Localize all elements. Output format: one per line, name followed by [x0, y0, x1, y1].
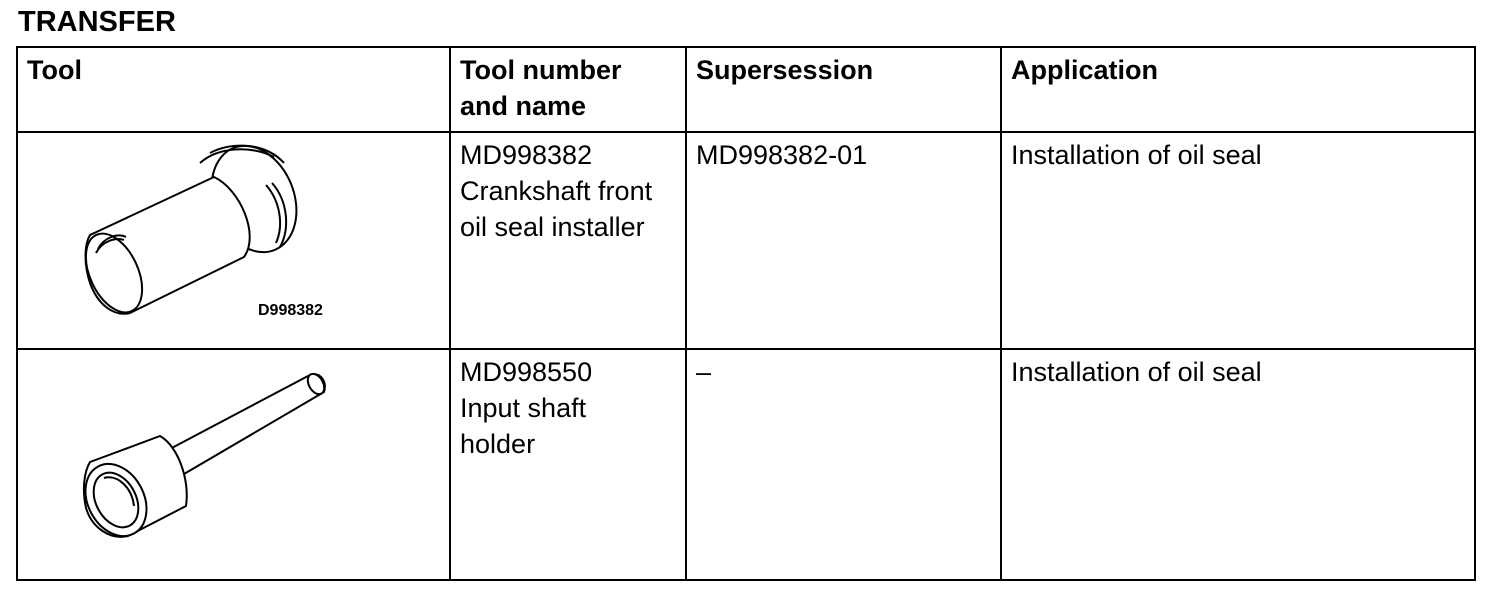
- crankshaft-oil-seal-installer-drawing: [18, 133, 449, 348]
- tool-illustration-cell: [17, 349, 450, 580]
- application-cell: Installation of oil seal: [1001, 132, 1475, 349]
- tool-name-line-2: holder: [460, 429, 536, 459]
- tool-number-and-name-cell: [450, 132, 686, 349]
- table-header-row: [17, 47, 1475, 132]
- header-supersession: Supersession: [686, 47, 1001, 132]
- header-tool: Tool: [17, 47, 450, 132]
- tool-name-line-2: oil seal installer: [460, 212, 645, 242]
- special-tools-table: [16, 46, 1476, 581]
- header-tool-number-and-name: [450, 47, 686, 132]
- table-row: [17, 132, 1475, 349]
- table-row: [17, 349, 1475, 580]
- tool-number: MD998550: [460, 357, 593, 387]
- application-cell: Installation of oil seal: [1001, 349, 1475, 580]
- tool-name-line-1: Input shaft: [460, 393, 587, 423]
- section-title: TRANSFER: [18, 6, 176, 38]
- tool-illustration-cell: [17, 132, 450, 349]
- header-tool-number-line-1: Tool number: [460, 55, 622, 85]
- tool-name-line-1: Crankshaft front: [460, 176, 653, 206]
- illustration-code-label: D998382: [258, 302, 323, 319]
- tool-number-and-name-cell: [450, 349, 686, 580]
- header-application: Application: [1001, 47, 1475, 132]
- input-shaft-holder-drawing: [18, 350, 449, 579]
- supersession-cell: MD998382-01: [686, 132, 1001, 349]
- tool-number: MD998382: [460, 140, 593, 170]
- header-tool-number-line-2: and name: [460, 91, 587, 121]
- supersession-cell: –: [686, 349, 1001, 580]
